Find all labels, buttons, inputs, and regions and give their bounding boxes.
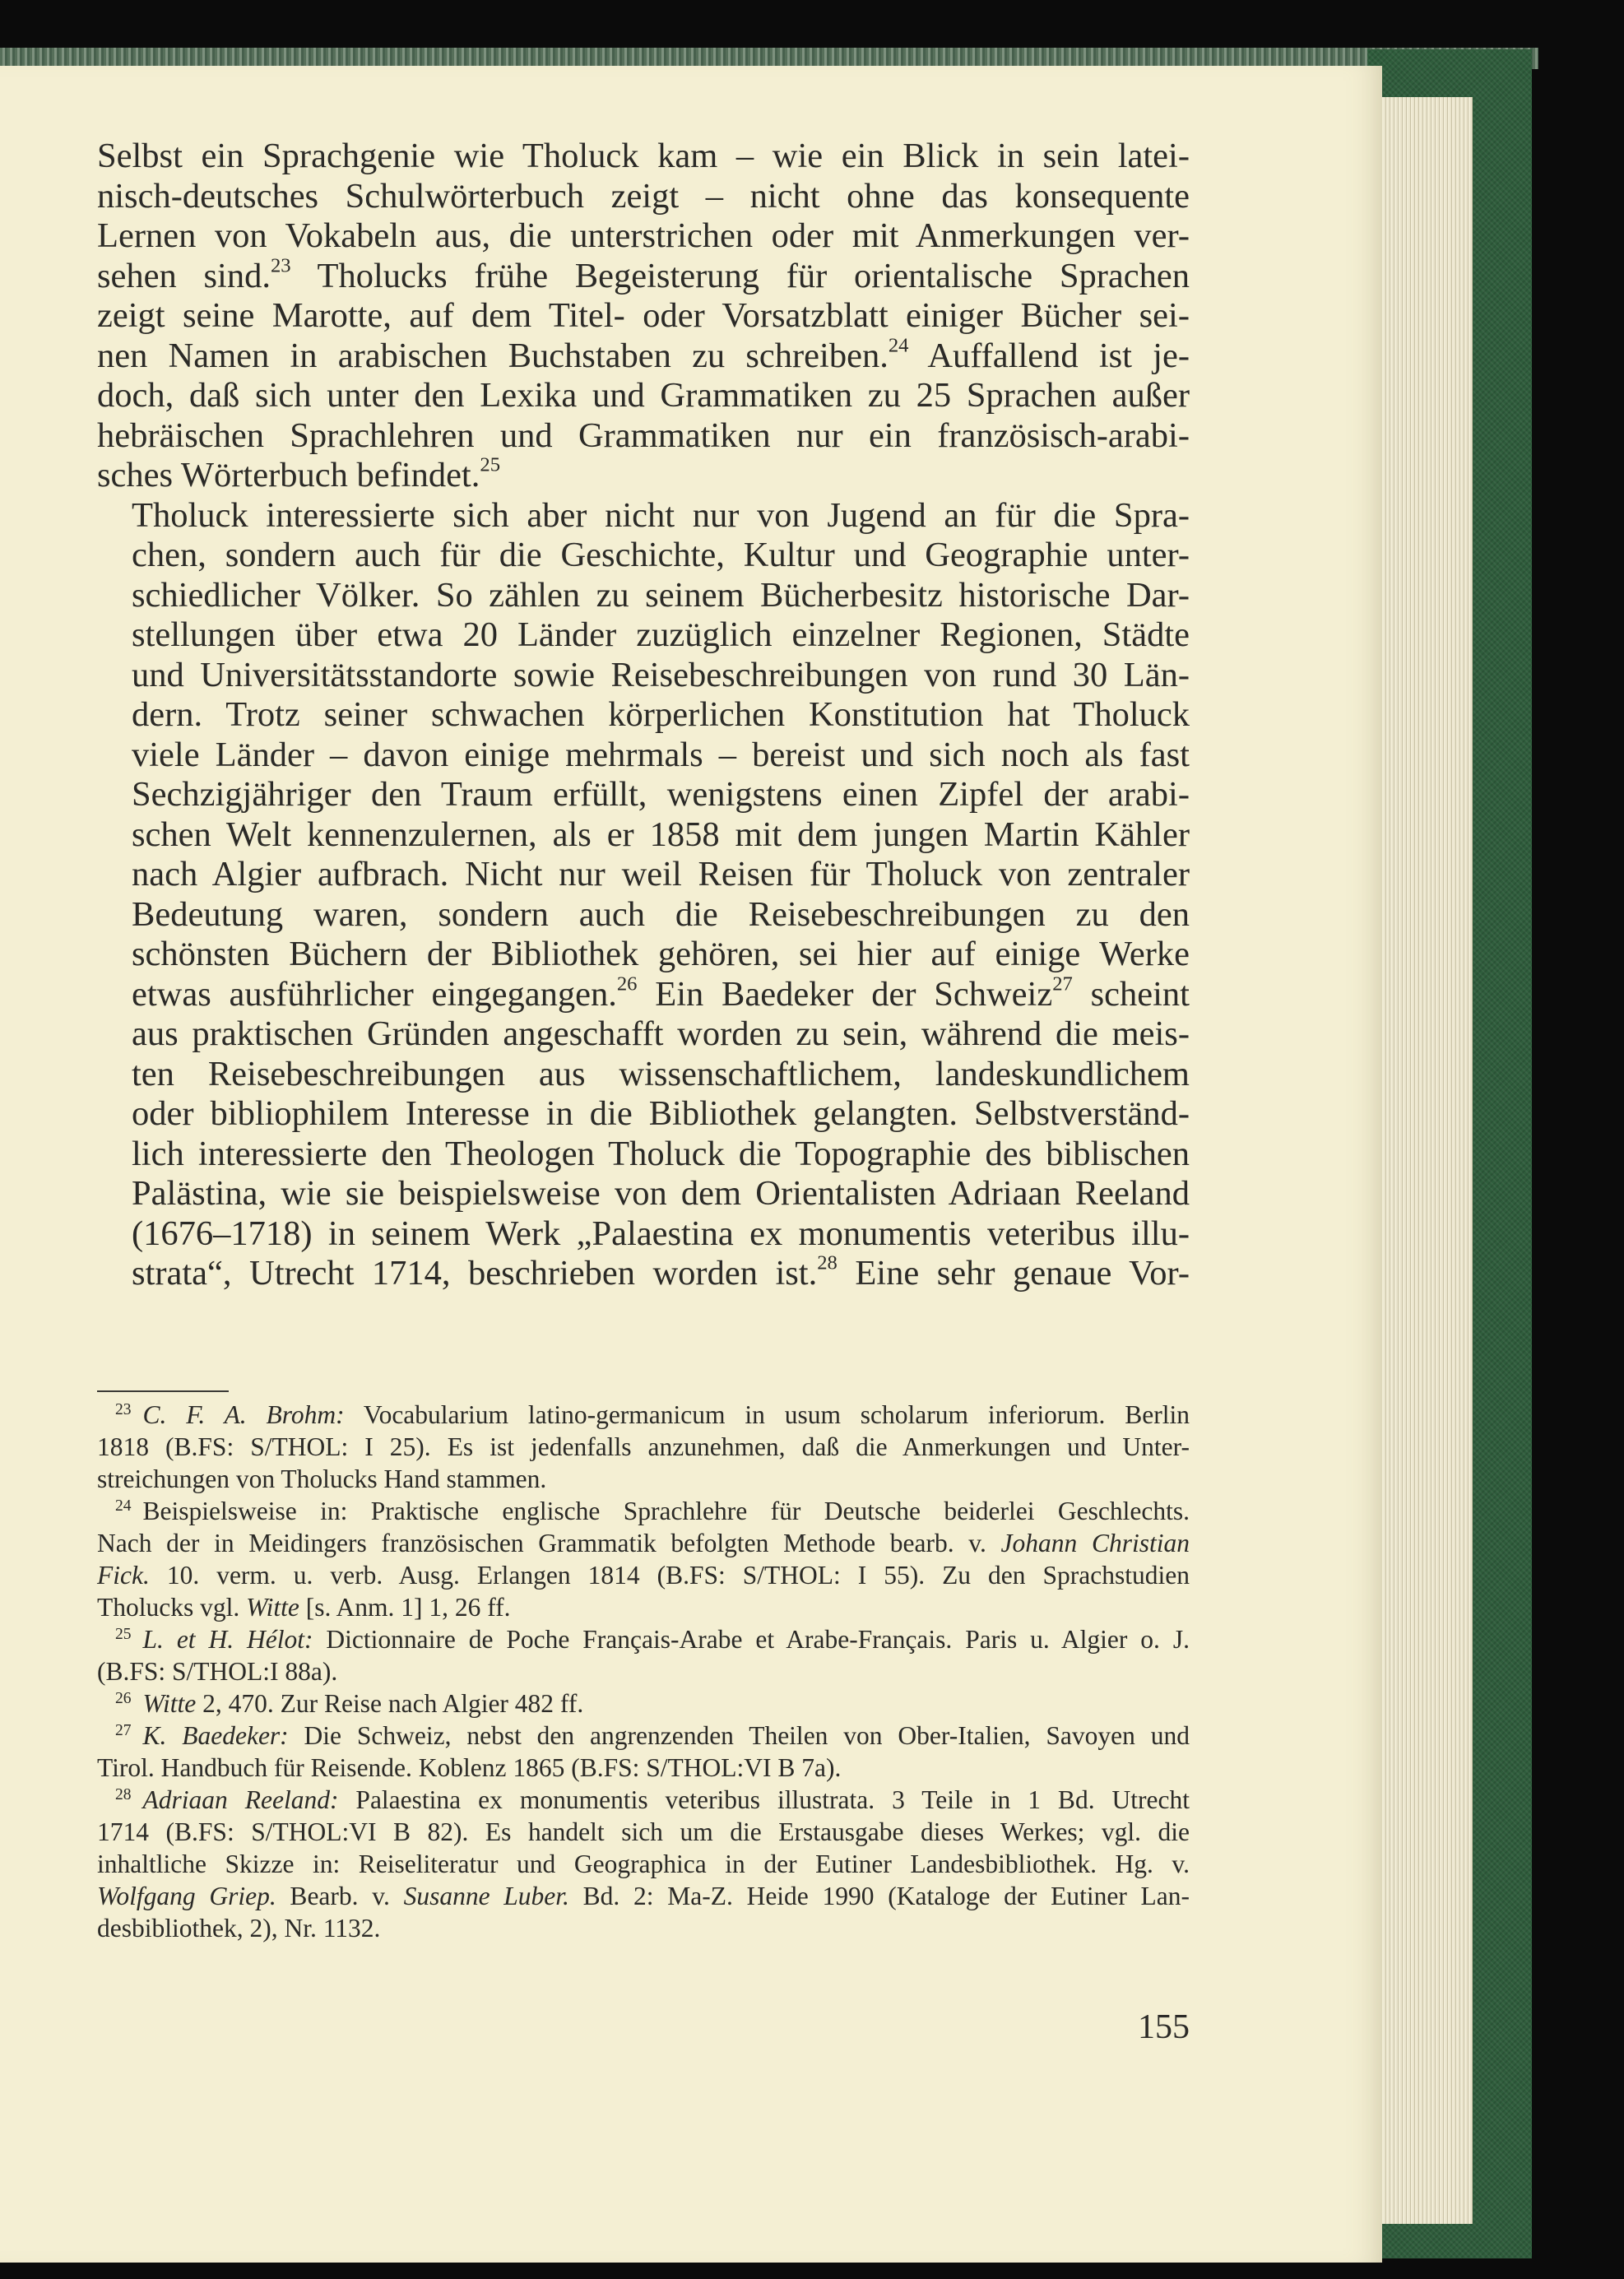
text-line: Selbst ein Sprachgenie wie Tholuck kam – wie ein Blick in sein latei- bbox=[97, 137, 1190, 175]
author-name: Witte bbox=[142, 1689, 197, 1718]
footnote-number: 26 bbox=[115, 1690, 132, 1708]
text-line: hebräischen Sprachlehren und Grammatiken nur ein französisch-arabi- bbox=[97, 415, 1190, 455]
text-line: Lernen von Vokabeln aus, die unterstrichen oder mit Anmerkungen ver- bbox=[97, 216, 1190, 255]
footnote-ref[interactable]: 23 bbox=[270, 254, 291, 277]
author-name: Johann Christian bbox=[1000, 1529, 1190, 1557]
text-line bbox=[97, 1495, 1190, 1527]
text-span: sches Wörterbuch befindet. bbox=[97, 456, 480, 494]
author-name: Fick. bbox=[97, 1561, 150, 1590]
text-line: und Universitätsstandorte sowie Reisebeschreibungen von rund 30 Län- bbox=[132, 655, 1190, 694]
text-line: Tholuck interessierte sich aber nicht nur von Jugend an für die Spra- bbox=[132, 495, 1190, 535]
text-line: doch, daß sich unter den Lexika und Grammatiken zu 25 Sprachen außer bbox=[97, 376, 1190, 415]
text-line: desbibliothek, 2), Nr. 1132. bbox=[97, 1914, 381, 1942]
text-span: 10. verm. u. verb. Ausg. Erlangen 1814 (B.FS: S/THOL: I 55). Zu den Sprachstudien bbox=[149, 1561, 1190, 1590]
text-line: inhaltliche Skizze in: Reiseliteratur und Geographica in der Eutiner Landesbibliothek. Hg. v. bbox=[97, 1850, 1190, 1878]
text-span: Beispielsweise in: Praktische englische Sprachlehre für Deutsche beiderlei Geschlechts. bbox=[142, 1497, 1190, 1525]
text-line: streichungen von Tholucks Hand stammen. bbox=[97, 1464, 547, 1493]
text-line: ten Reisebeschreibungen aus wissenschaftlichem, landeskundlichem bbox=[132, 1054, 1190, 1093]
text-line: Sechzigjähriger den Traum erfüllt, wenigstens einen Zipfel der arabi- bbox=[132, 775, 1190, 814]
text-line bbox=[97, 972, 1190, 1015]
text-line bbox=[97, 1399, 1190, 1431]
text-span: Dictionnaire de Poche Français-Arabe et Arabe-Français. Paris u. Algier o. J. bbox=[313, 1625, 1190, 1654]
text-line: viele Länder – davon einige mehrmals – bereist und sich noch als fast bbox=[132, 735, 1190, 774]
footnote-ref[interactable]: 24 bbox=[888, 334, 909, 357]
text-line: schönsten Büchern der Bibliothek gehören, sei hier auf einige Werke bbox=[132, 935, 1190, 973]
text-line: schen Welt kennenzulernen, als er 1858 mit dem jungen Martin Kähler bbox=[132, 815, 1190, 854]
text-line: Tirol. Handbuch für Reisende. Koblenz 1865 (B.FS: S/THOL:VI B 7a). bbox=[97, 1753, 842, 1782]
text-line: oder bibliophilem Interesse in die Bibliothek gelangten. Selbstverständ- bbox=[132, 1094, 1190, 1133]
author-name: K. Baedeker: bbox=[142, 1721, 289, 1750]
page-number: 155 bbox=[1138, 2008, 1190, 2046]
text-line: lich interessierte den Theologen Tholuck die Topographie des biblischen bbox=[132, 1134, 1190, 1173]
author-name: L. et H. Hélot: bbox=[142, 1625, 313, 1654]
text-line bbox=[97, 453, 1190, 496]
footnote-27 bbox=[97, 1720, 1190, 1784]
text-line bbox=[97, 254, 1190, 297]
footnote-ref[interactable]: 26 bbox=[616, 972, 638, 996]
text-line bbox=[97, 1720, 1190, 1752]
text-span: Tholucks frühe Begeisterung für orientalische Sprachen bbox=[290, 256, 1190, 295]
text-line bbox=[97, 1251, 1190, 1294]
text-span: strata“, Utrecht 1714, beschrieben worden ist. bbox=[132, 1254, 818, 1293]
page-block-edges bbox=[1367, 97, 1473, 2224]
text-line: dern. Trotz seiner schwachen körperlichen Konstitution hat Tholuck bbox=[132, 695, 1190, 734]
text-line bbox=[97, 334, 1190, 377]
footnote-number: 27 bbox=[115, 1722, 132, 1740]
text-span: Tholucks vgl. bbox=[97, 1593, 247, 1622]
footnote-23 bbox=[97, 1399, 1190, 1495]
text-line: (1676–1718) in seinem Werk „Palaestina ex monumentis veteribus illu- bbox=[132, 1214, 1190, 1253]
text-span: [s. Anm. 1] 1, 26 ff. bbox=[299, 1593, 511, 1622]
text-span: 2, 470. Zur Reise nach Algier 482 ff. bbox=[196, 1689, 584, 1718]
text-span: Palaestina ex monumentis veteribus illustrata. 3 Teile in 1 Bd. Utrecht bbox=[338, 1785, 1190, 1814]
text-line bbox=[97, 1527, 1190, 1559]
text-span: sehen sind. bbox=[97, 256, 271, 295]
text-line: nisch-deutsches Schulwörterbuch zeigt – nicht ohne das konsequente bbox=[97, 176, 1190, 216]
text-line bbox=[97, 1687, 1190, 1720]
text-line: 1714 (B.FS: S/THOL:VI B 82). Es handelt sich um die Erstausgabe dieses Werkes; vgl. die bbox=[97, 1817, 1190, 1846]
author-name: Adriaan Reeland: bbox=[142, 1785, 339, 1814]
footnote-separator bbox=[97, 1390, 229, 1392]
text-line bbox=[97, 1784, 1190, 1816]
text-span: Die Schweiz, nebst den angrenzenden Theilen von Ober-Italien, Savoyen und bbox=[288, 1721, 1190, 1750]
footnote-number: 23 bbox=[115, 1401, 132, 1419]
text-line: nach Algier aufbrach. Nicht nur weil Reisen für Tholuck von zentraler bbox=[132, 855, 1190, 893]
text-span: scheint bbox=[1072, 974, 1190, 1014]
text-line bbox=[97, 1880, 1190, 1912]
author-name: Witte bbox=[246, 1593, 299, 1622]
text-line: (B.FS: S/THOL:I 88a). bbox=[97, 1657, 338, 1686]
text-line: Bedeutung waren, sondern auch die Reisebeschreibungen zu den bbox=[132, 894, 1190, 934]
footnote-ref[interactable]: 28 bbox=[817, 1251, 838, 1274]
footnote-number: 24 bbox=[115, 1497, 132, 1515]
text-span: Ein Baedeker der Schweiz bbox=[637, 974, 1053, 1014]
author-name: C. F. A. Brohm: bbox=[142, 1400, 345, 1429]
text-span: nen Namen in arabischen Buchstaben zu schreiben. bbox=[97, 336, 889, 375]
footnote-28 bbox=[97, 1784, 1190, 1944]
text-line bbox=[97, 1559, 1190, 1591]
main-text bbox=[97, 137, 1190, 1294]
paragraph-1 bbox=[97, 137, 1190, 496]
text-span: Auffallend ist je- bbox=[908, 336, 1190, 375]
footnote-25 bbox=[97, 1623, 1190, 1687]
text-span: Eine sehr genaue Vor- bbox=[837, 1254, 1190, 1293]
editor-name: Susanne Luber. bbox=[403, 1882, 569, 1910]
text-line: zeigt seine Marotte, auf dem Titel- oder Vorsatzblatt einiger Bücher sei- bbox=[97, 296, 1190, 335]
footnote-ref[interactable]: 25 bbox=[480, 453, 501, 476]
text-line: 1818 (B.FS: S/THOL: I 25). Es ist jedenfalls anzunehmen, daß die Anmerkungen und Unter- bbox=[97, 1432, 1190, 1461]
footnote-ref[interactable]: 27 bbox=[1052, 972, 1073, 996]
footnote-24 bbox=[97, 1495, 1190, 1623]
text-line bbox=[97, 1623, 1190, 1655]
text-span: etwas ausführlicher eingegangen. bbox=[132, 974, 617, 1014]
text-line: Palästina, wie sie beispielsweise von dem Orientalisten Adriaan Reeland bbox=[132, 1174, 1190, 1213]
text-span: Bearb. v. bbox=[276, 1882, 404, 1910]
paragraph-2 bbox=[97, 496, 1190, 1294]
footnote-number: 28 bbox=[115, 1786, 132, 1804]
text-line: schiedlicher Völker. So zählen zu seinem Bücherbesitz historische Dar- bbox=[132, 575, 1190, 615]
text-line: aus praktischen Gründen angeschafft worden zu sein, während die meis- bbox=[132, 1014, 1190, 1053]
footnotes bbox=[97, 1399, 1190, 1944]
footnote-26 bbox=[97, 1687, 1190, 1720]
text-line: chen, sondern auch für die Geschichte, Kultur und Geographie unter- bbox=[132, 536, 1190, 574]
text-span: Nach der in Meidingers französischen Grammatik befolgten Methode bearb. v. bbox=[97, 1529, 1001, 1557]
editor-name: Wolfgang Griep. bbox=[97, 1882, 276, 1910]
text-line bbox=[97, 1591, 1190, 1623]
text-line: stellungen über etwa 20 Länder zuzüglich einzelner Regionen, Städte bbox=[132, 615, 1190, 654]
text-span: Bd. 2: Ma-Z. Heide 1990 (Kataloge der Eutiner Lan- bbox=[568, 1882, 1190, 1910]
footnote-number: 25 bbox=[115, 1626, 132, 1644]
text-span: Vocabularium latino-germanicum in usum scholarum inferiorum. Berlin bbox=[344, 1400, 1190, 1429]
